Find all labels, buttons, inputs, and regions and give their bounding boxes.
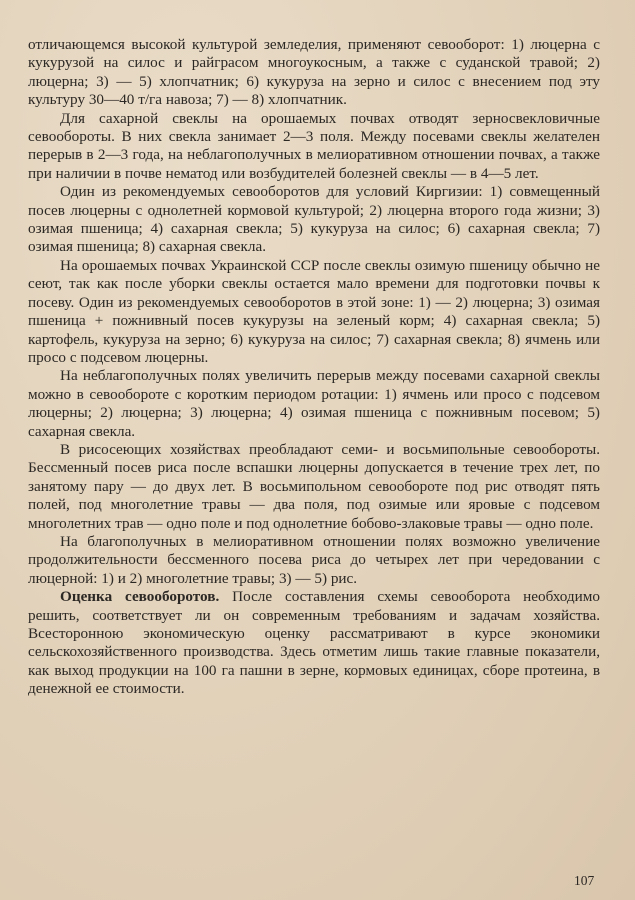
paragraph-3: Один из рекомендуемых севооборотов для условий Киргизии: 1) совмещенный посев люцерны с однолетней кормовой культурой; 2) люцерна второго года жизни; 3) озимая пшеница; 4) сахарная свекла; 5) кукуруза на силос; 6) сахарная свекла; 7) озимая пшеница; 8) сахарная свекла. (28, 183, 600, 256)
paragraph-6: В рисосеющих хозяйствах преобладают семи- и восьмипольные севообороты. Бессменный посев риса после вспашки люцерны допускается в течение трех лет, по занятому пару — до двух лет. В восьмипольном севообороте под рис отводят пять полей, под многолетние травы — два поля, под озимые или яровые с подсевом многолетних трав — одно поле и под однолетние бобово-злаковые травы — одно поле. (28, 440, 600, 532)
paragraph-8-body: После составления схемы севооборота необходимо решить, соответствует ли он современным требованиям и задачам хозяйства. Всесторонною экономическую оценку рассматривают в курсе экономики сельскохозяйственного производства. Здесь отметим лишь такие главные показатели, как выход продукции на 100 га пашни в зерне, кормовых единицах, сборе протеина, в денежной ее стоимости. (28, 588, 600, 698)
paragraph-4: На орошаемых почвах Украинской ССР после свеклы озимую пшеницу обычно не сеют, так как после уборки свеклы остается мало времени для подготовки почвы к посеву. Один из рекомендуемых севооборотов в этой зоне: 1) — 2) люцерна; 3) озимая пшеница + пожнивный посев кукурузы на зеленый корм; 4) сахарная свекла; 5) картофель, кукуруза на зерно; 6) кукуруза на силос; 7) сахарная свекла; 8) ячмень или просо с подсевом люцерны. (28, 256, 600, 366)
page-number: 107 (574, 873, 595, 888)
paragraph-1: отличающемся высокой культурой земледелия, применяют севооборот: 1) люцерна с кукурузой на силос и райграсом многоукосным, а также с суданской травой; 2) люцерна; 3) — 5) хлопчатник; 6) кукуруза на зерно и силос с внесением под эту культуру 30—40 т/га навоза; 7) — 8) хлопчатник. (28, 36, 600, 109)
paragraph-8 (28, 588, 600, 698)
page-text (28, 36, 600, 699)
paragraph-2: Для сахарной свеклы на орошаемых почвах отводят зерносвекловичные севообороты. В них свекла занимает 2—3 поля. Между посевами свеклы желателен перерыв в 2—3 года, на неблагополучных в мелиоративном отношении почвах, а также при наличии в почве нематод или возбудителей болезней свеклы — в 4—5 лет. (28, 109, 600, 182)
paragraph-5: На неблагополучных полях увеличить перерыв между посевами сахарной свеклы можно в севообороте с коротким периодом ротации: 1) ячмень или просо с подсевом люцерны; 2) люцерна; 3) люцерна; 4) озимая пшеница с пожнивным посевом; 5) сахарная свекла. (28, 367, 600, 440)
section-heading: Оценка севооборотов. (60, 588, 220, 606)
paragraph-7: На благополучных в мелиоративном отношении полях возможно увеличение продолжительности бессменного посева риса до четырех лет при чередовании с люцерной: 1) и 2) многолетние травы; 3) — 5) рис. (28, 532, 600, 587)
